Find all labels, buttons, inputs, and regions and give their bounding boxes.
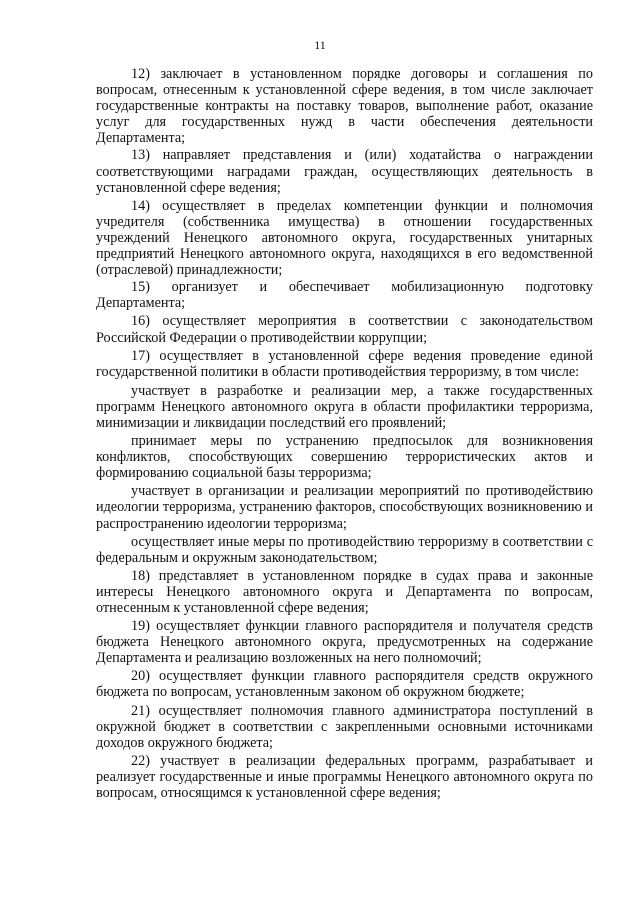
paragraph-item-22: 22) участвует в реализации федеральных программ, разрабатывает и реализует государственные и иные программы Ненецкого автономного округа по вопросам, относящимся к установленной сфере ведения; [96,752,593,802]
paragraph-subitem-17-3: участвует в организации и реализации мероприятий по противодействию идеологии терроризма, устранению факторов, способствующих возникновению и распространению идеологии терроризма; [96,483,593,532]
paragraph-item-14: 14) осуществляет в пределах компетенции функции и полномочия учредителя (собственника имущества) в отношении государственных учреждений Ненецкого автономного округа, государственных унитарных предприятий Ненецкого автономного округа, находящихся в его ведомственной (отраслевой) принадлежности; [96,197,593,279]
paragraph-item-19: 19) осуществляет функции главного распорядителя и получателя средств бюджета Ненецкого автономного округа, предусмотренных на содержание Департамента и реализацию возложенных на него полномочий; [96,618,593,667]
paragraph-item-15: 15) организует и обеспечивает мобилизационную подготовку Департамента; [96,279,593,312]
paragraph-item-16: 16) осуществляет мероприятия в соответствии с законодательством Российской Федерации о противодействии коррупции; [96,313,593,346]
paragraph-item-12: 12) заключает в установленном порядке договоры и соглашения по вопросам, отнесенным к установленной сфере ведения, в том числе заключает государственные контракты на поставку товаров, выполнение работ, оказание услуг для государственных нужд в части обеспечения деятельности Департамента; [96,66,593,147]
paragraph-subitem-17-1: участвует в разработке и реализации мер, а также государственных программ Ненецкого автономного округа в области профилактики терроризма, минимизации и ликвидации последствий его проявлений; [96,382,593,431]
paragraph-item-17: 17) осуществляет в установленной сфере ведения проведение единой государственной политики в области противодействия терроризму, в том числе: [96,347,593,380]
page-number: 11 [314,38,326,52]
paragraph-item-21: 21) осуществляет полномочия главного администратора поступлений в окружной бюджет в соответствии с закрепленными основными источниками доходов окружного бюджета; [96,702,593,751]
paragraph-subitem-17-4: осуществляет иные меры по противодействию терроризму в соответствии с федеральным и окружным законодательством; [96,533,593,566]
paragraph-item-18: 18) представляет в установленном порядке в судах права и законные интересы Ненецкого автономного округа и Департамента по вопросам, отнесенным к установленной сфере ведения; [96,567,593,616]
document-body [96,66,593,801]
paragraph-item-13: 13) направляет представления и (или) ходатайства о награждении соответствующими наградами граждан, осуществляющих деятельность в установленной сфере ведения; [96,147,593,196]
paragraph-item-20: 20) осуществляет функции главного распорядителя средств окружного бюджета по вопросам, установленным законом об окружном бюджете; [96,668,593,701]
paragraph-subitem-17-2: принимает меры по устранению предпосылок для возникновения конфликтов, способствующих совершению террористических актов и формированию социальной базы терроризма; [96,433,593,482]
